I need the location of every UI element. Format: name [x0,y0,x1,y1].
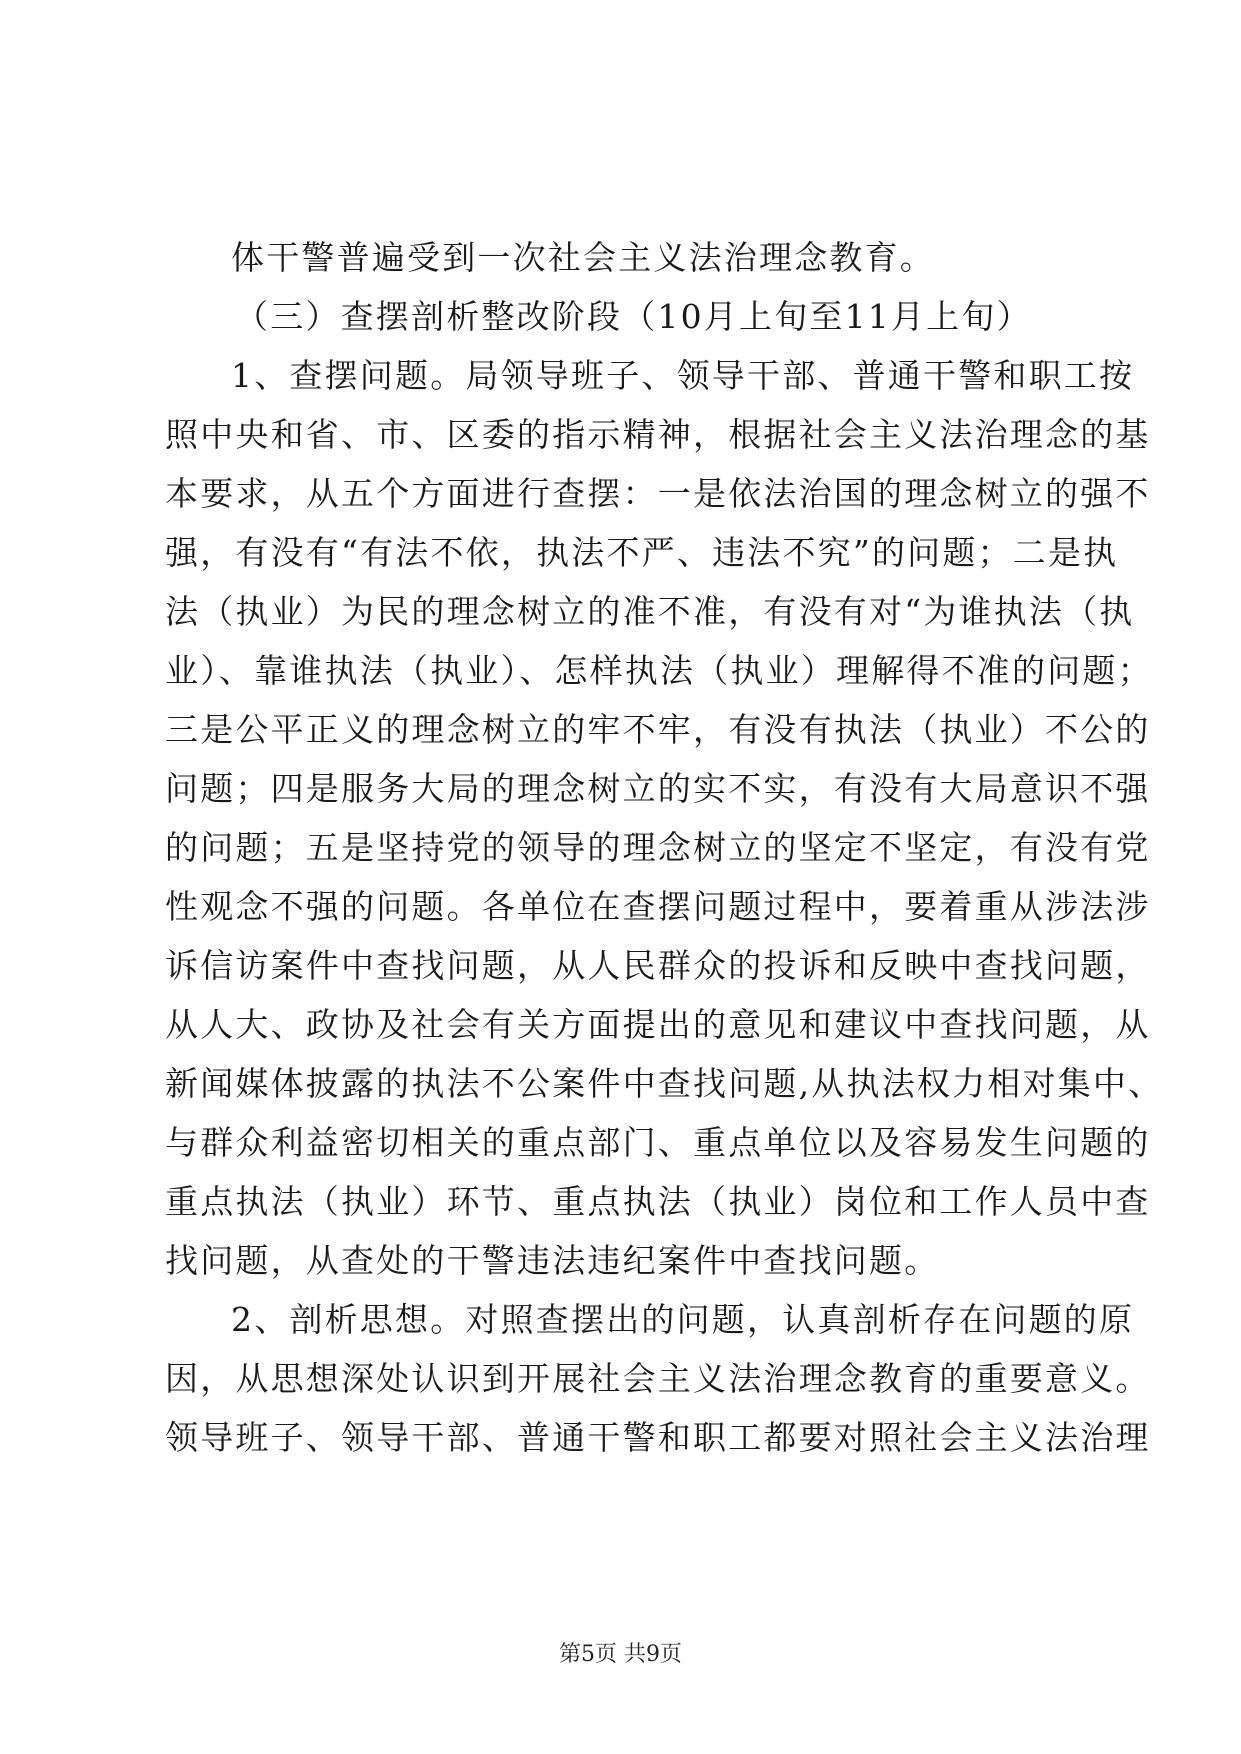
paragraph-line: 与群众利益密切相关的重点部门、重点单位以及容易发生问题的 [165,1123,1151,1162]
paragraph-line: 1、查摆问题。局领导班子、领导干部、普通干警和职工按 [231,356,1135,395]
paragraph-line: 法（执业）为民的理念树立的准不准，有没有对“为谁执法（执 [165,592,1135,631]
paragraph-line: 业）、靠谁执法（执业）、怎样执法（执业）理解得不准的问题； [165,651,1153,690]
paragraph-line: 2、剖析思想。对照查摆出的问题，认真剖析存在问题的原 [231,1300,1135,1339]
paragraph-line: 照中央和省、市、区委的指示精神，根据社会主义法治理念的基 [165,415,1151,454]
paragraph-line: 三是公平正义的理念树立的牢不牢，有没有执法（执业）不公的 [165,710,1151,749]
paragraph-line: 新闻媒体披露的执法不公案件中查找问题,从执法权力相对集中、 [165,1064,1164,1103]
paragraph-line: 因，从思想深处认识到开展社会主义法治理念教育的重要意义。 [165,1359,1151,1398]
paragraph-line: 本要求，从五个方面进行查摆：一是依法治国的理念树立的强不 [165,474,1151,513]
paragraph-line: 强，有没有“有法不依，执法不严、违法不究”的问题；二是执 [165,533,1119,572]
paragraph-line: 的问题；五是坚持党的领导的理念树立的坚定不坚定，有没有党 [165,828,1151,867]
paragraph-line: 重点执法（执业）环节、重点执法（执业）岗位和工作人员中查 [165,1182,1151,1221]
paragraph-line: 领导班子、领导干部、普通干警和职工都要对照社会主义法治理 [165,1418,1151,1457]
paragraph-line: 从人大、政协及社会有关方面提出的意见和建议中查找问题，从 [165,1005,1151,1044]
paragraph-line: 性观念不强的问题。各单位在查摆问题过程中，要着重从涉法涉 [165,887,1151,926]
paragraph-line: 体干警普遍受到一次社会主义法治理念教育。 [231,238,935,277]
paragraph-line: 诉信访案件中查找问题，从人民群众的投诉和反映中查找问题， [165,946,1151,985]
paragraph-line: 找问题，从查处的干警违法违纪案件中查找问题。 [165,1241,940,1280]
section-heading: （三）查摆剖析整改阶段（10月上旬至11月上旬） [235,297,1032,336]
paragraph-line: 问题；四是服务大局的理念树立的实不实，有没有大局意识不强 [165,769,1151,808]
page-footer: 第5页 共9页 [559,1642,682,1667]
body-text [165,228,1164,1467]
